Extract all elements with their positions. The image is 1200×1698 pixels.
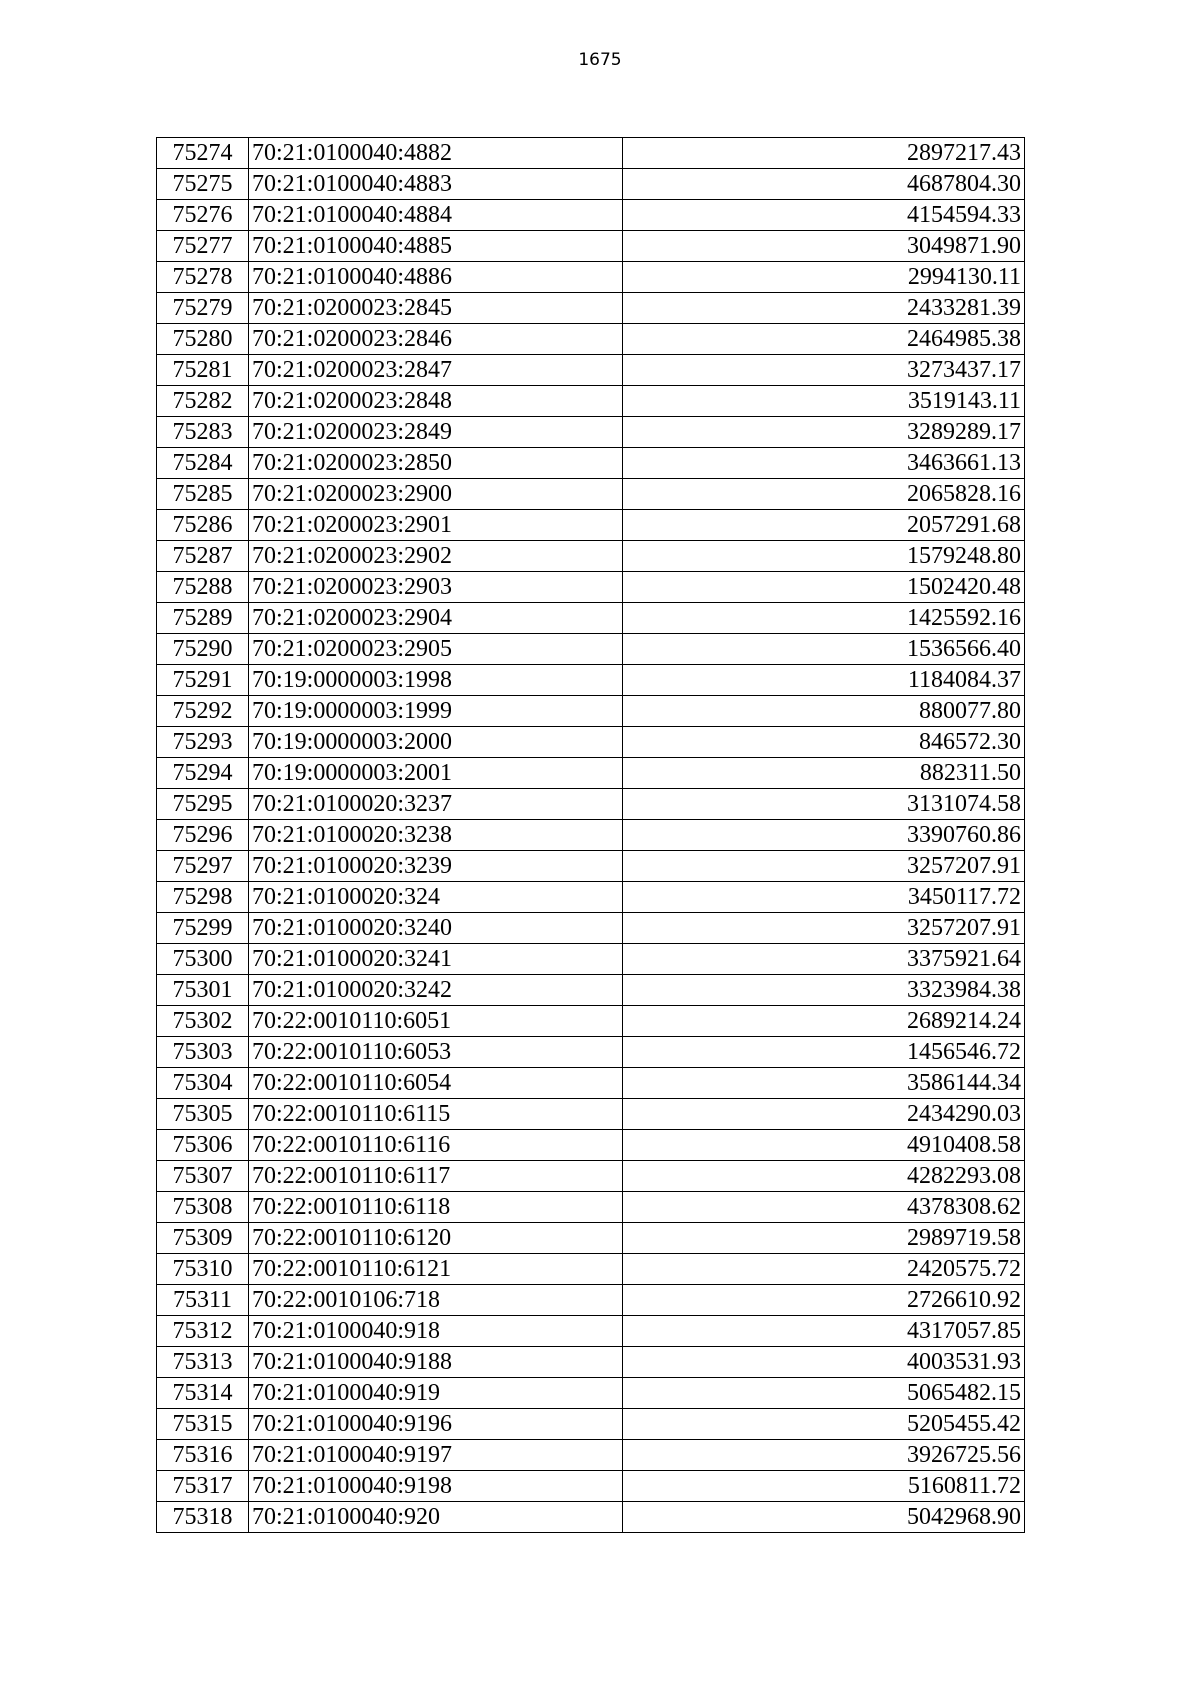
cadastral-number-cell: 70:21:0200023:2900 [249,479,623,510]
cadastral-value-cell: 3049871.90 [623,231,1025,262]
row-number-cell: 75278 [157,262,249,293]
cadastral-number-cell: 70:22:0010110:6120 [249,1223,623,1254]
cadastral-number-cell: 70:21:0100020:3239 [249,851,623,882]
cadastral-number-cell: 70:21:0200023:2848 [249,386,623,417]
table-row [157,479,1025,510]
cadastral-value-cell: 4910408.58 [623,1130,1025,1161]
cadastral-value-cell: 3273437.17 [623,355,1025,386]
table-row [157,1471,1025,1502]
cadastral-value-cell: 4317057.85 [623,1316,1025,1347]
cadastral-number-cell: 70:21:0100040:919 [249,1378,623,1409]
table-row [157,1037,1025,1068]
cadastral-number-cell: 70:22:0010110:6116 [249,1130,623,1161]
cadastral-number-cell: 70:22:0010110:6054 [249,1068,623,1099]
row-number-cell: 75279 [157,293,249,324]
cadastral-value-cell: 2433281.39 [623,293,1025,324]
cadastral-value-cell: 1502420.48 [623,572,1025,603]
cadastral-number-cell: 70:21:0100040:4886 [249,262,623,293]
row-number-cell: 75318 [157,1502,249,1533]
table-row [157,1006,1025,1037]
table-row [157,231,1025,262]
table-row [157,1378,1025,1409]
cadastral-number-cell: 70:21:0100020:3241 [249,944,623,975]
cadastral-number-cell: 70:21:0100040:920 [249,1502,623,1533]
table-row [157,324,1025,355]
row-number-cell: 75301 [157,975,249,1006]
table-row [157,1440,1025,1471]
table-row [157,665,1025,696]
row-number-cell: 75277 [157,231,249,262]
cadastral-number-cell: 70:22:0010110:6115 [249,1099,623,1130]
table-row [157,169,1025,200]
cadastral-value-cell: 5042968.90 [623,1502,1025,1533]
cadastral-value-cell: 4003531.93 [623,1347,1025,1378]
cadastral-number-cell: 70:21:0200023:2901 [249,510,623,541]
page-number: 1675 [578,50,622,70]
table-row [157,510,1025,541]
table-row [157,696,1025,727]
cadastral-number-cell: 70:19:0000003:2000 [249,727,623,758]
table-row [157,541,1025,572]
cadastral-value-cell: 1184084.37 [623,665,1025,696]
row-number-cell: 75288 [157,572,249,603]
cadastral-value-cell: 2065828.16 [623,479,1025,510]
cadastral-number-cell: 70:21:0200023:2846 [249,324,623,355]
table-row [157,386,1025,417]
cadastral-value-cell: 2994130.11 [623,262,1025,293]
cadastral-number-cell: 70:21:0200023:2904 [249,603,623,634]
cadastral-number-cell: 70:22:0010110:6053 [249,1037,623,1068]
cadastral-value-cell: 5065482.15 [623,1378,1025,1409]
table-row [157,820,1025,851]
cadastral-value-cell: 3519143.11 [623,386,1025,417]
row-number-cell: 75316 [157,1440,249,1471]
row-number-cell: 75287 [157,541,249,572]
table-row [157,913,1025,944]
cadastral-value-cell: 1579248.80 [623,541,1025,572]
row-number-cell: 75284 [157,448,249,479]
cadastral-number-cell: 70:21:0100040:9198 [249,1471,623,1502]
row-number-cell: 75300 [157,944,249,975]
cadastral-number-cell: 70:21:0200023:2849 [249,417,623,448]
table-row [157,293,1025,324]
row-number-cell: 75310 [157,1254,249,1285]
cadastral-number-cell: 70:22:0010110:6117 [249,1161,623,1192]
cadastral-number-cell: 70:21:0100020:3242 [249,975,623,1006]
table-row [157,1161,1025,1192]
table-row [157,603,1025,634]
cadastral-value-cell: 3289289.17 [623,417,1025,448]
cadastral-value-cell: 882311.50 [623,758,1025,789]
table-row [157,355,1025,386]
cadastral-number-cell: 70:21:0100040:4883 [249,169,623,200]
cadastral-value-cell: 4687804.30 [623,169,1025,200]
cadastral-value-cell: 2726610.92 [623,1285,1025,1316]
cadastral-number-cell: 70:21:0200023:2847 [249,355,623,386]
table-row [157,851,1025,882]
row-number-cell: 75286 [157,510,249,541]
table-row [157,634,1025,665]
row-number-cell: 75306 [157,1130,249,1161]
row-number-cell: 75276 [157,200,249,231]
row-number-cell: 75303 [157,1037,249,1068]
row-number-cell: 75304 [157,1068,249,1099]
row-number-cell: 75275 [157,169,249,200]
cadastral-number-cell: 70:21:0100020:3237 [249,789,623,820]
cadastral-value-cell: 2057291.68 [623,510,1025,541]
row-number-cell: 75290 [157,634,249,665]
cadastral-number-cell: 70:21:0200023:2905 [249,634,623,665]
row-number-cell: 75292 [157,696,249,727]
cadastral-number-cell: 70:21:0100040:9196 [249,1409,623,1440]
cadastral-value-cell: 3926725.56 [623,1440,1025,1471]
cadastral-number-cell: 70:21:0200023:2902 [249,541,623,572]
row-number-cell: 75309 [157,1223,249,1254]
row-number-cell: 75317 [157,1471,249,1502]
cadastral-number-cell: 70:22:0010110:6118 [249,1192,623,1223]
row-number-cell: 75280 [157,324,249,355]
table-row [157,1409,1025,1440]
table-row [157,1099,1025,1130]
cadastral-number-cell: 70:21:0100040:4884 [249,200,623,231]
table-row [157,727,1025,758]
cadastral-value-cell: 2897217.43 [623,138,1025,169]
row-number-cell: 75285 [157,479,249,510]
row-number-cell: 75308 [157,1192,249,1223]
table-row [157,1130,1025,1161]
row-number-cell: 75283 [157,417,249,448]
table-row [157,975,1025,1006]
cadastral-value-cell: 4154594.33 [623,200,1025,231]
cadastral-value-cell: 2464985.38 [623,324,1025,355]
table-body [157,138,1025,1533]
row-number-cell: 75313 [157,1347,249,1378]
table-row [157,200,1025,231]
table-row [157,1192,1025,1223]
table-row [157,262,1025,293]
table-row [157,1254,1025,1285]
row-number-cell: 75296 [157,820,249,851]
cadastral-value-cell: 3463661.13 [623,448,1025,479]
cadastral-number-cell: 70:21:0100040:4885 [249,231,623,262]
cadastral-value-table [156,137,1025,1533]
row-number-cell: 75314 [157,1378,249,1409]
cadastral-value-cell: 3375921.64 [623,944,1025,975]
cadastral-value-cell: 2689214.24 [623,1006,1025,1037]
cadastral-number-cell: 70:21:0100020:324 [249,882,623,913]
table-row [157,1347,1025,1378]
row-number-cell: 75307 [157,1161,249,1192]
row-number-cell: 75289 [157,603,249,634]
table-row [157,1068,1025,1099]
cadastral-number-cell: 70:21:0200023:2850 [249,448,623,479]
cadastral-value-cell: 3450117.72 [623,882,1025,913]
cadastral-value-cell: 4282293.08 [623,1161,1025,1192]
cadastral-number-cell: 70:21:0100040:9188 [249,1347,623,1378]
cadastral-number-cell: 70:21:0100020:3240 [249,913,623,944]
row-number-cell: 75311 [157,1285,249,1316]
table-row [157,789,1025,820]
cadastral-value-cell: 2989719.58 [623,1223,1025,1254]
table-row [157,1502,1025,1533]
cadastral-value-cell: 1536566.40 [623,634,1025,665]
cadastral-value-cell: 3323984.38 [623,975,1025,1006]
table-row [157,572,1025,603]
cadastral-number-cell: 70:21:0100020:3238 [249,820,623,851]
cadastral-value-cell: 5205455.42 [623,1409,1025,1440]
cadastral-value-cell: 1425592.16 [623,603,1025,634]
cadastral-number-cell: 70:21:0100040:918 [249,1316,623,1347]
cadastral-number-cell: 70:21:0100040:9197 [249,1440,623,1471]
row-number-cell: 75294 [157,758,249,789]
table-row [157,944,1025,975]
table-row [157,1223,1025,1254]
row-number-cell: 75305 [157,1099,249,1130]
cadastral-number-cell: 70:22:0010110:6051 [249,1006,623,1037]
cadastral-number-cell: 70:22:0010106:718 [249,1285,623,1316]
row-number-cell: 75282 [157,386,249,417]
cadastral-number-cell: 70:21:0100040:4882 [249,138,623,169]
cadastral-value-cell: 3257207.91 [623,851,1025,882]
row-number-cell: 75299 [157,913,249,944]
cadastral-value-cell: 846572.30 [623,727,1025,758]
cadastral-number-cell: 70:19:0000003:1999 [249,696,623,727]
cadastral-value-cell: 2420575.72 [623,1254,1025,1285]
table-row [157,882,1025,913]
table-row [157,1285,1025,1316]
cadastral-value-cell: 4378308.62 [623,1192,1025,1223]
row-number-cell: 75295 [157,789,249,820]
row-number-cell: 75312 [157,1316,249,1347]
cadastral-value-cell: 3131074.58 [623,789,1025,820]
table-row [157,138,1025,169]
table-row [157,448,1025,479]
row-number-cell: 75315 [157,1409,249,1440]
cadastral-value-cell: 880077.80 [623,696,1025,727]
cadastral-value-cell: 2434290.03 [623,1099,1025,1130]
table-row [157,758,1025,789]
cadastral-value-cell: 1456546.72 [623,1037,1025,1068]
cadastral-number-cell: 70:19:0000003:1998 [249,665,623,696]
row-number-cell: 75302 [157,1006,249,1037]
row-number-cell: 75274 [157,138,249,169]
cadastral-value-cell: 5160811.72 [623,1471,1025,1502]
row-number-cell: 75293 [157,727,249,758]
cadastral-value-cell: 3390760.86 [623,820,1025,851]
row-number-cell: 75298 [157,882,249,913]
cadastral-number-cell: 70:19:0000003:2001 [249,758,623,789]
cadastral-value-cell: 3586144.34 [623,1068,1025,1099]
cadastral-number-cell: 70:22:0010110:6121 [249,1254,623,1285]
row-number-cell: 75297 [157,851,249,882]
row-number-cell: 75281 [157,355,249,386]
cadastral-number-cell: 70:21:0200023:2903 [249,572,623,603]
row-number-cell: 75291 [157,665,249,696]
cadastral-number-cell: 70:21:0200023:2845 [249,293,623,324]
table-row [157,417,1025,448]
table-row [157,1316,1025,1347]
cadastral-value-cell: 3257207.91 [623,913,1025,944]
